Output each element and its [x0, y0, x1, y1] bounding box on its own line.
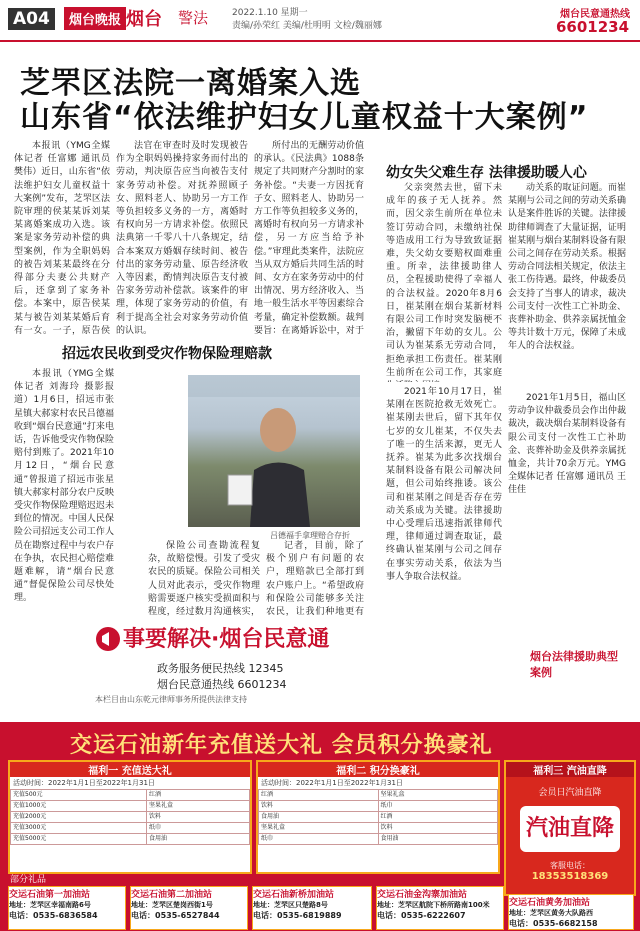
customer-hotline: 18353518369 — [531, 871, 609, 882]
side-title: 烟台法律援助典型案例 — [530, 650, 618, 679]
table-row: 充值3000元 纸巾 — [11, 823, 250, 834]
station-5: 交运石油黄务加油站 地址：芝罘区黄务大队路西 电话：0535-6682158 — [508, 894, 634, 930]
article2-photo — [188, 375, 360, 527]
benefit-box-3 — [504, 760, 636, 896]
benefit-box-2 — [256, 760, 500, 874]
photo-caption: 吕德福手拿理赔合存折 — [270, 531, 350, 540]
article3-title: 幼女失父难生存 法律援助暖人心 — [386, 165, 587, 181]
table-row: 充值1000元 坚果礼盒 — [11, 801, 250, 812]
benefit-1-period: 活动时间：2022年1月1日至2022年1月31日 — [13, 779, 155, 787]
benefit-3-big: 汽油直降 — [520, 806, 620, 852]
article3-column-3: 动关系的取证问题。而崔某刚与公司之间的劳动关系确认是案件胜诉的关键。法律援助律师调查了大量证据，证明崔某刚与烟台某制料设备有限公司之间存在劳动关系。根据劳动合同法相关规定，依法主张工伤待遇。最终，仲裁委员会支持了当事人的请求，裁决公司支付一次性工亡补助金、丧葬补助金、供养亲属抚恤金等共计数十万元，保障了未成年人的合法权益。 — [508, 183, 626, 352]
edition-name: 烟台 — [126, 9, 162, 30]
legal-support-note: 本栏目由山东乾元律师事务所提供法律支持 — [95, 695, 247, 704]
benefit-2-title: 福利二 积分换豪礼 — [258, 762, 498, 777]
farmer-photo-illustration — [188, 375, 360, 527]
megaphone-icon — [95, 626, 121, 652]
table-row: 红酒 坚果礼盒 — [259, 790, 498, 801]
table-row: 坚果礼盒 饮料 — [259, 823, 498, 834]
page-header — [0, 0, 640, 42]
station-4: 交运石油金沟寨加油站 地址：芝罘区航院下桥所路南100米 电话：0535-6222607 — [376, 886, 504, 930]
article1-column-3: 所付出的无酬劳动价值的承认。《民法典》1088条规定了共同财产分割时的家务补偿。“夫妻一方因抚育子女、照料老人、协助另一方工作等负担较多义务的，离婚时有权向另一方请求补偿，另一方应当给予补偿。”审理此类案件，法院应当从双方婚后共同生活的时间、女方在家务劳动中的付出情况、男方经济收入、当地一般生活水平等因素综合考量，确定补偿数额。裁判要旨：在离婚诉讼中，对于 — [254, 141, 364, 335]
hotline-label: 客服电话： — [550, 861, 590, 870]
benefit-2-table — [258, 789, 498, 845]
station-1: 交运石油第一加油站 地址：芝罘区幸福南路6号 电话：0535-6836584 — [8, 886, 126, 930]
issue-date: 2022.1.10 星期一 — [232, 8, 308, 18]
article3-column-2: 2021年10月17日，崔某刚在医院抢救无效死亡。崔某刚去世后，留下其年仅七岁的女儿崔某，不仅失去了唯一的生活来源，更无人抚养。崔某为此多次找烟台某制料设备有限公司解决问题，但公司始终推诿。该公司和崔某刚之间是否存在劳动关系成为关键。法律援助中心受理后迅速指派律师代理，律师通过调查取证，最终确认崔某刚与公司之间存在事实劳动关系，依法为当事人争取合法权益。 — [386, 387, 502, 582]
article2-column-2: 保险公司查勘流程复杂，故赔偿慢。引发了受灾农民的质疑。保险公司相关人员对此表示，受灾作物理赔需要逐户核实受损面积与程度，经过数月沟通核实， — [148, 541, 260, 618]
article2-title: 招远农民收到受灾作物保险理赔款 — [62, 346, 272, 362]
benefit-1-title: 福利一 充值送大礼 — [10, 762, 250, 777]
headline-line-2: 山东省“依法维护妇女儿童权益十大案例” — [20, 100, 589, 135]
station-3: 交运石油新桥加油站 地址：芝罘区只楚路8号 电话：0535-6819889 — [252, 886, 372, 930]
table-row: 饮料 纸巾 — [259, 801, 498, 812]
article1-column-2: 法官在审查时及时发现被告作为全职妈妈操持家务而付出的劳动，判决原告应当向被告支付家务劳动补偿。对抚养照顾子女、照料老人、协助另一方工作等负担较多义务的一方，离婚时有权向另一方请求补偿。依照民法典第一千零八十八条规定，结合本案双方婚姻存续时间、被告付出的家务劳动量、原告经济收入等因素，酌情判决原告支付被告家务劳动补偿款。该案件的审理，体现了家务劳动的价值，有利于提高全社会对家务劳动价值的认识。 — [116, 141, 248, 335]
article3-footer: 2021年1月5日，福山区劳动争议仲裁委员会作出仲裁裁决，裁决烟台某制料设备有限公司支付一次性工亡补助金、丧葬补助金及供养亲属抚恤金，共计70余万元。YMG全媒体记者 任富娜 通讯员 王佳佳 — [508, 393, 626, 496]
station-2: 交运石油第二加油站 地址：芝罘区楚岗西街1号 电话：0535-6527844 — [130, 886, 248, 930]
benefit-box-1 — [8, 760, 252, 874]
section-name: 警法 — [178, 9, 209, 27]
benefit-3-badge: 会员日汽油直降 — [538, 788, 602, 798]
article3-column-1: 父亲突然去世，留下未成年的孩子无人抚养。然而，因父亲生前所在单位未签订劳动合同，未缴纳社保等造成用工行为导致致证据难，失父幼女要赔权面难重重。所幸，法律援助律人员，全程援助使得了幸福人的合法权益。2020年8月6日，崔某刚在烟台某新材料有限公司工作时突发脑梗不治，撇留下年幼的女儿。公司认为崔某系无劳动合同，拒绝承担工伤责任。崔某刚生前所在公司工作，其家庭 — [386, 183, 502, 378]
benefit-3-title: 福利三 汽油直降 — [506, 762, 634, 777]
table-row: 充值500元 红酒 — [11, 790, 250, 801]
table-row: 充值2000元 饮料 — [11, 812, 250, 823]
table-row: 充值5000元 食用油 — [11, 834, 250, 845]
gift-label: 部分礼品 — [10, 875, 47, 885]
editors: 责编/孙荣红 美编/杜明明 文检/魏丽娜 — [232, 21, 382, 31]
article2-column-3: 记者，目前，除了极个别户有问题的农户，理赔款已全部打到农户账户上。“希望政府和保险公司能够多关注农民，让我们种地更有 — [266, 541, 364, 618]
table-row: 纸巾 食用油 — [259, 834, 498, 845]
table-row: 食用油 红酒 — [259, 812, 498, 823]
article1-column-1: 本报讯（YMG全媒体记者 任富娜 通讯员 樊伟）近日，山东省“依法维护妇女儿童权益十大案例”发布，芝罘区法院审理的侯某某诉刘某某离婚案成功入选。该案是家务劳动补偿的典型案例，作为全职妈妈的被告刘某某最终在分得部分夫妻公共财产后，还拿到了家务补偿。本案中，原告侯某某与被告刘某某婚后育有一女。一子，原告侯 — [14, 141, 110, 335]
newspaper-logo: 烟台晚报 — [64, 7, 126, 30]
hotline-label: 烟台民意通热线 — [560, 9, 630, 20]
gov-hotline: 政务服务便民热线 12345 — [157, 662, 284, 675]
minyi-ad-title: 事要解决·烟台民意通 — [123, 627, 330, 652]
page-number: A04 — [8, 8, 55, 30]
oil-ad-title: 交运石油新年充值送大礼 会员积分换豪礼 — [70, 733, 493, 758]
minyi-hotline: 烟台民意通热线 6601234 — [157, 678, 287, 691]
benefit-1-table — [10, 789, 250, 845]
hotline-number: 6601234 — [556, 18, 630, 36]
headline-line-1: 芝罘区法院一离婚案入选 — [20, 66, 361, 101]
oil-ad-banner — [0, 722, 640, 931]
article2-column-1: 本报讯（YMG全媒体记者 刘海玲 摄影报道）1月6日，招远市张星镇大郝家村农民吕德福收到“烟台民意通”打来电话，告诉他受灾作物保险赔付到账了。2021年10月12日，“烟台民意通”曾报道了招远市张星镇大郝家村部分农户反映受灾作物保险理赔迟迟未到位的情况。中国人民保险公司招远支公司工作人员在勘察过程中与农户存在争执，农民担心赔偿难题难解，请“烟台民意通”督促保险公司尽快处理。 — [14, 369, 114, 604]
minyi-ad — [95, 622, 350, 710]
benefit-2-period: 活动时间：2022年1月1日至2022年1月31日 — [261, 779, 403, 787]
